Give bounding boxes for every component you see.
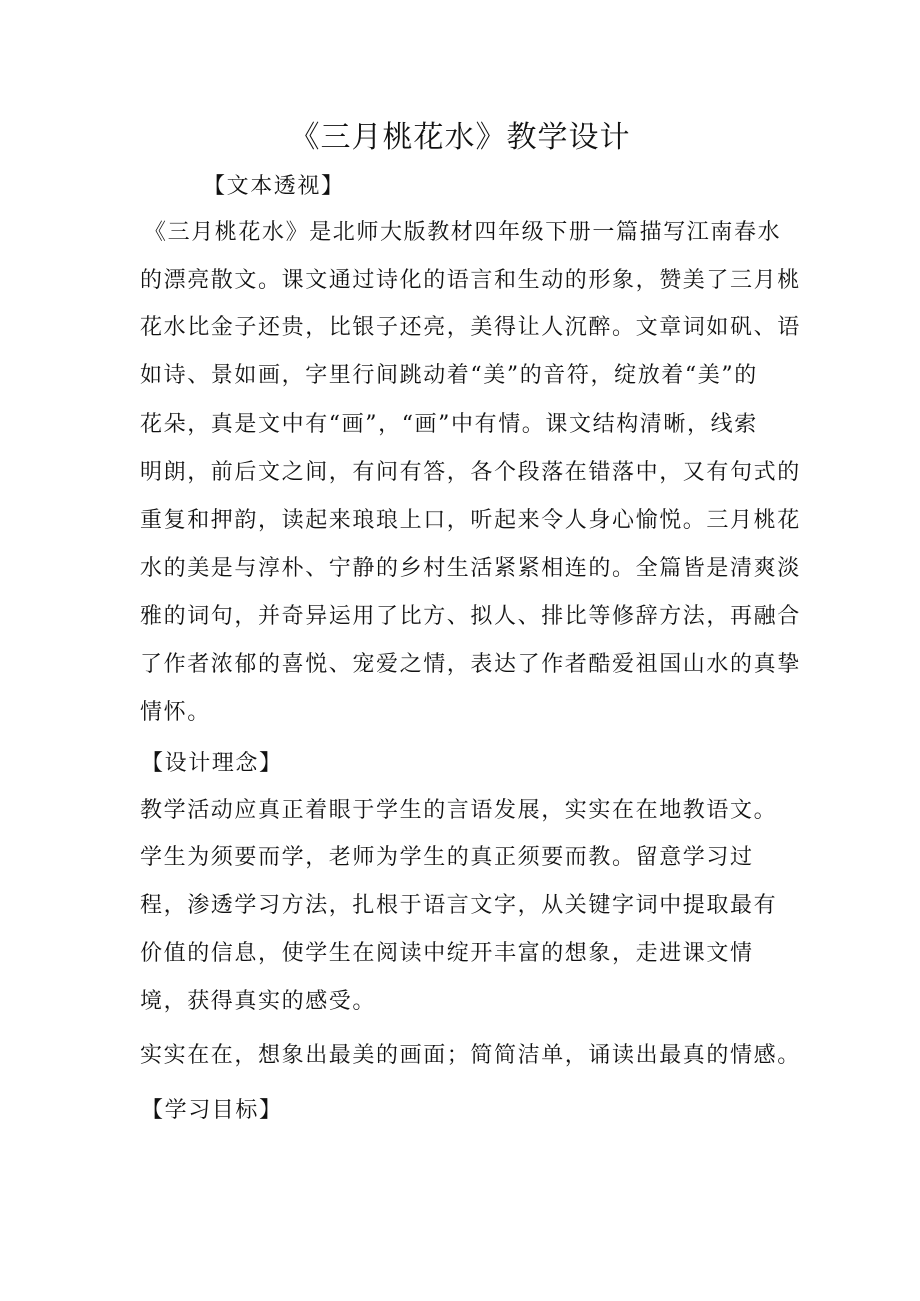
section-heading-design-concept: 【设计理念】: [141, 751, 283, 776]
section-heading-text-perspective: 【文本透视】: [203, 174, 345, 199]
paragraph-line: 重复和押韵，读起来琅琅上口，听起来令人身心愉悦。三月桃花: [140, 508, 801, 533]
paragraph-line: 花水比金子还贵，比银子还亮，美得让人沉醉。文章词如矾、语: [140, 315, 801, 340]
paragraph-line: 情怀。: [140, 700, 211, 725]
paragraph-line: 的漂亮散文。课文通过诗化的语言和生动的形象，赞美了三月桃: [140, 268, 801, 293]
paragraph-line: 境，获得真实的感受。: [140, 989, 377, 1014]
paragraph-line: 雅的词句，并奇异运用了比方、拟人、排比等修辞方法，再融合: [140, 604, 801, 629]
paragraph-line: 明朗，前后文之间，有问有答，各个段落在错落中，又有句式的: [140, 460, 801, 485]
paragraph-line: 《三月桃花水》是北师大版教材四年级下册一篇描写江南春水: [144, 220, 782, 245]
paragraph-line: 花朵，真是文中有“画”，“画”中有情。课文结构清晰，线索: [140, 412, 758, 437]
paragraph-line: 价值的信息，使学生在阅读中绽开丰富的想象，走进课文情: [140, 941, 754, 966]
document-title: 《三月桃花水》教学设计: [289, 120, 631, 155]
paragraph-line: 了作者浓郁的喜悦、宠爱之情，表达了作者酷爱祖国山水的真挚: [140, 652, 801, 677]
paragraph-line: 如诗、景如画，字里行间跳动着“美”的音符，绽放着“美”的: [140, 363, 758, 388]
section-heading-learning-goals: 【学习目标】: [141, 1098, 283, 1123]
paragraph-line: 水的美是与淳朴、宁静的乡村生活紧紧相连的。全篇皆是清爽淡: [140, 556, 801, 581]
paragraph-line: 程，渗透学习方法，扎根于语言文字，从关键字词中提取最有: [140, 893, 778, 918]
paragraph-line: 学生为须要而学，老师为学生的真正须要而教。留意学习过: [140, 845, 754, 870]
paragraph-line: 实实在在，想象出最美的画面；简简洁单，诵读出最真的情感。: [140, 1043, 801, 1068]
paragraph-line: 教学活动应真正着眼于学生的言语发展，实实在在地教语文。: [140, 798, 778, 823]
